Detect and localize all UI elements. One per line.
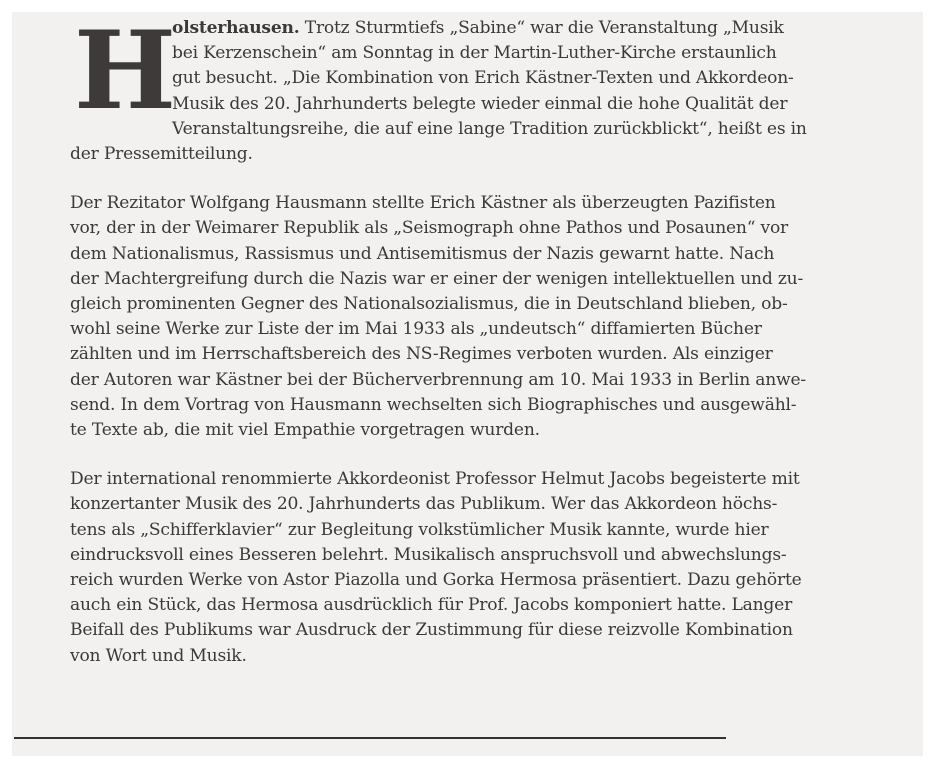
paragraph-2 xyxy=(70,191,892,443)
text-line: gleich prominenten Gegner des Nationalsozialismus, die in Deutschland blieben, ob- xyxy=(70,294,788,315)
paragraph-gap xyxy=(70,443,892,467)
text-line: bei Kerzenschein“ am Sonntag in der Martin-Luther-Kirche erstaunlich xyxy=(172,43,777,64)
text-line: Der Rezitator Wolfgang Hausmann stellte Erich Kästner als überzeugten Pazifisten xyxy=(70,193,776,214)
text-line: eindrucksvoll eines Besseren belehrt. Musikalisch anspruchsvoll und abwechslungs- xyxy=(70,544,787,565)
paragraph-3 xyxy=(70,467,892,669)
text-line: gut besucht. „Die Kombination von Erich Kästner-Texten und Akkordeon- xyxy=(172,68,794,89)
text-line: Musik des 20. Jahrhunderts belegte wieder einmal die hohe Qualität der xyxy=(172,93,788,114)
text-line: auch ein Stück, das Hermosa ausdrücklich für Prof. Jacobs komponiert hatte. Langer xyxy=(70,595,793,616)
newspaper-clipping xyxy=(12,8,923,756)
text-line: reich wurden Werke von Astor Piazolla und Gorka Hermosa präsentiert. Dazu gehörte xyxy=(70,570,802,591)
paragraph-1 xyxy=(70,8,892,167)
lead-word: olsterhausen. xyxy=(172,18,300,38)
text-line: Der international renommierte Akkordeonist Professor Helmut Jacobs begeisterte mit xyxy=(70,469,800,490)
bottom-divider xyxy=(14,737,726,739)
text-line: zählten und im Herrschaftsbereich des NS-Regimes verboten wurden. Als einziger xyxy=(70,344,773,365)
text-line: von Wort und Musik. xyxy=(70,645,247,666)
drop-cap: H xyxy=(74,8,177,134)
text-line: Veranstaltungsreihe, die auf eine lange Tradition zurückblickt“, heißt es in xyxy=(172,118,807,139)
text-line: tens als „Schifferklavier“ zur Begleitung volkstümlicher Musik kannte, wurde hier xyxy=(70,519,769,540)
text-line: olsterhausen. Trotz Sturmtiefs „Sabine“ war die Veranstaltung „Musik xyxy=(172,18,784,38)
text-line: konzertanter Musik des 20. Jahrhunderts das Publikum. Wer das Akkordeon höchs- xyxy=(70,494,778,515)
text-line: vor, der in der Weimarer Republik als „Seismograph ohne Pathos und Posaunen“ vor xyxy=(70,218,789,239)
paragraph-gap xyxy=(70,167,892,191)
text-line: send. In dem Vortrag von Hausmann wechselten sich Biographisches und ausgewähl- xyxy=(70,394,797,415)
text-line: Beifall des Publikums war Ausdruck der Zustimmung für diese reizvolle Kombination xyxy=(70,620,793,641)
text-line: te Texte ab, die mit viel Empathie vorgetragen wurden. xyxy=(70,420,540,441)
text-line: der Pressemitteilung. xyxy=(70,144,253,165)
text-line: wohl seine Werke zur Liste der im Mai 1933 als „undeutsch“ diffamierten Bücher xyxy=(70,319,762,340)
text-line: dem Nationalismus, Rassismus und Antisemitismus der Nazis gewarnt hatte. Nach xyxy=(70,243,775,264)
article-body xyxy=(70,8,892,669)
text-line: der Machtergreifung durch die Nazis war er einer der wenigen intellektuellen und zu- xyxy=(70,268,804,289)
text-line: der Autoren war Kästner bei der Bücherverbrennung am 10. Mai 1933 in Berlin anwe- xyxy=(70,369,806,390)
